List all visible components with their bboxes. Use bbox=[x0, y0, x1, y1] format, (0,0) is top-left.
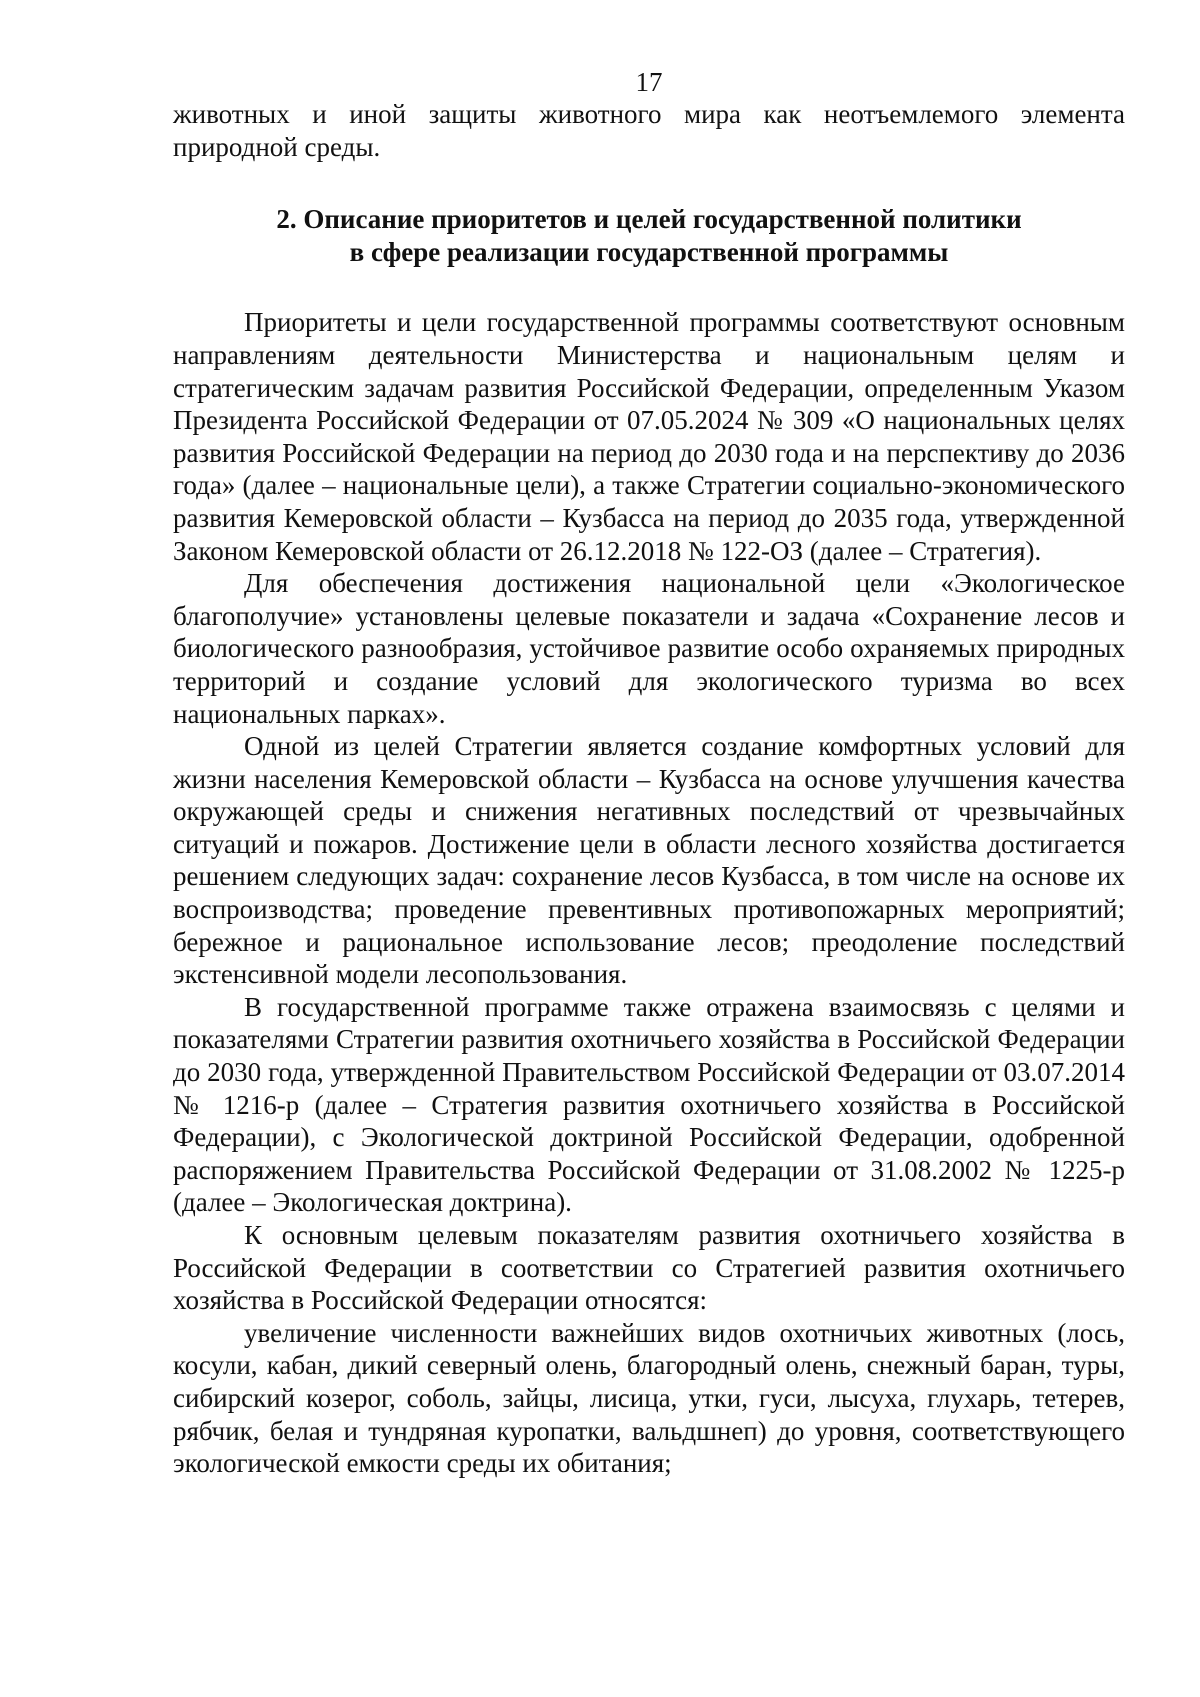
continuation-paragraph: животных и иной защиты животного мира как неотъемлемого элемента природной среды. bbox=[173, 99, 1125, 162]
paragraph-priorities: Приоритеты и цели государственной программы соответствуют основным направлениям деятельности Министерства и национальным целям и стратегическим задачам развития Российской Федерации, определенным Указом Президента Российской Федерации от 07.05.2024 № 309 «О национальных целях развития Российской Федерации на период до 2030 года и на перспективу до 2036 года» (далее – национальные цели), а также Стратегии социально-экономического развития Кемеровской области – Кузбасса на период до 2035 года, утвержденной Законом Кемеровской области от 26.12.2018 № 122-ОЗ (далее – Стратегия). bbox=[173, 307, 1125, 566]
paragraph-strategy-goals: Одной из целей Стратегии является создание комфортных условий для жизни населения Кемеровской области – Кузбасса на основе улучшения качества окружающей среды и снижения негативных последствий от чрезвычайных ситуаций и пожаров. Достижение цели в области лесного хозяйства достигается решением следующих задач: сохранение лесов Кузбасса, в том числе на основе их воспроизводства; проведение превентивных противопожарных мероприятий; бережное и рациональное использование лесов; преодоление последствий экстенсивной модели лесопользования. bbox=[173, 731, 1125, 990]
document-page bbox=[173, 66, 1125, 1480]
paragraph-target-indicators: К основным целевым показателям развития охотничьего хозяйства в Российской Федерации в соответствии со Стратегией развития охотничьего хозяйства в Российской Федерации относятся: bbox=[173, 1220, 1125, 1316]
page-number: 17 bbox=[635, 67, 663, 97]
paragraph-hunting-strategy: В государственной программе также отражена взаимосвязь с целями и показателями Стратегии развития охотничьего хозяйства в Российской Федерации до 2030 года, утвержденной Правительством Российской Федерации от 03.07.2014 № 1216-р (далее – Стратегия развития охотничьего хозяйства в Российской Федерации), с Экологической доктриной Российской Федерации, одобренной распоряжением Правительства Российской Федерации от 31.08.2002 № 1225-р (далее – Экологическая доктрина). bbox=[173, 991, 1125, 1218]
section-heading-line-1: 2. Описание приоритетов и целей государственной политики bbox=[276, 204, 1022, 235]
paragraph-ecological-wellbeing: Для обеспечения достижения национальной цели «Экологическое благополучие» установлены целевые показатели и задача «Сохранение лесов и биологического разнообразия, устойчивое развитие особо охраняемых природных территорий и создание условий для экологического туризма во всех национальных парках». bbox=[173, 568, 1125, 729]
section-heading bbox=[173, 203, 1125, 268]
section-heading-line-2: в сфере реализации государственной программы bbox=[349, 236, 949, 267]
paragraph-population-increase: увеличение численности важнейших видов охотничьих животных (лось, косули, кабан, дикий северный олень, благородный олень, снежный баран, туры, сибирский козерог, соболь, зайцы, лисица, утки, гуси, лысуха, глухарь, тетерев, рябчик, белая и тундряная куропатки, вальдшнеп) до уровня, соответствующего экологической емкости среды их обитания; bbox=[173, 1317, 1125, 1479]
